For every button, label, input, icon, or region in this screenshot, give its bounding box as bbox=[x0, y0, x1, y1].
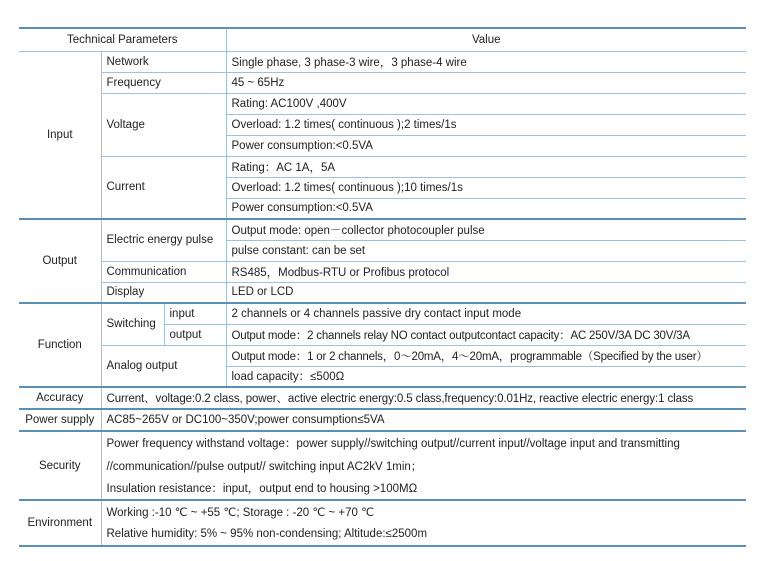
param-network: Network bbox=[101, 51, 226, 72]
value-accuracy: Current、voltage:0.2 class, power、active electric energy:0.5 class,frequency:0.01Hz, reactive electric energy:1 class bbox=[101, 387, 746, 409]
value-current-rating: Rating：AC 1A，5A bbox=[226, 156, 746, 177]
value-security-voltage-cont: //communication//pulse output// switching input AC2kV 1min； bbox=[101, 454, 746, 477]
param-current: Current bbox=[101, 156, 226, 219]
value-security-voltage: Power frequency withstand voltage：power supply//switching output//current input//voltage input and transmitting bbox=[101, 431, 746, 454]
value-current-consumption: Power consumption:<0.5VA bbox=[226, 198, 746, 219]
param-switching-output: output bbox=[164, 324, 226, 345]
value-current-overload: Overload: 1.2 times( continuous );10 times/1s bbox=[226, 177, 746, 198]
value-voltage-consumption: Power consumption:<0.5VA bbox=[226, 135, 746, 156]
table-row bbox=[19, 72, 746, 93]
table-row bbox=[19, 303, 746, 324]
param-voltage: Voltage bbox=[101, 93, 226, 156]
value-analog-mode: Output mode：1 or 2 channels，0～20mA，4～20mA，programmable（Specified by the user） bbox=[226, 345, 746, 366]
spec-table bbox=[19, 27, 746, 547]
section-power-supply: Power supply bbox=[19, 409, 101, 431]
value-switching-input: 2 channels or 4 channels passive dry contact input mode bbox=[226, 303, 746, 324]
section-function: Function bbox=[19, 303, 101, 387]
value-pulse-mode: Output mode: open－collector photocoupler pulse bbox=[226, 219, 746, 240]
param-communication: Communication bbox=[101, 261, 226, 282]
table-row bbox=[19, 282, 746, 303]
table-row bbox=[19, 156, 746, 177]
table-row bbox=[19, 51, 746, 72]
param-energy-pulse: Electric energy pulse bbox=[101, 219, 226, 261]
value-voltage-rating: Rating: AC100V ,400V bbox=[226, 93, 746, 114]
table-row bbox=[19, 387, 746, 409]
value-network: Single phase, 3 phase-3 wire，3 phase-4 wire bbox=[226, 51, 746, 72]
value-display: LED or LCD bbox=[226, 282, 746, 303]
value-analog-load: load capacity：≤500Ω bbox=[226, 366, 746, 387]
param-display: Display bbox=[101, 282, 226, 303]
table-row bbox=[19, 345, 746, 366]
table-row bbox=[19, 261, 746, 282]
section-output: Output bbox=[19, 219, 101, 303]
param-analog-output: Analog output bbox=[101, 345, 226, 387]
header-row bbox=[19, 28, 746, 51]
section-security: Security bbox=[19, 431, 101, 500]
value-switching-output: Output mode：2 channels relay NO contact outputcontact capacity：AC 250V/3A DC 30V/3A bbox=[226, 324, 746, 345]
table-row bbox=[19, 523, 746, 546]
table-row bbox=[19, 219, 746, 240]
table-row bbox=[19, 477, 746, 500]
value-power-supply: AC85~265V or DC100~350V;power consumption≤5VA bbox=[101, 409, 746, 431]
value-environment-temp: Working :-10 ℃ ~ +55 ℃; Storage : -20 ℃ ~ +70 ℃ bbox=[101, 500, 746, 523]
param-frequency: Frequency bbox=[101, 72, 226, 93]
section-environment: Environment bbox=[19, 500, 101, 546]
table-row bbox=[19, 93, 746, 114]
value-voltage-overload: Overload: 1.2 times( continuous );2 times/1s bbox=[226, 114, 746, 135]
table-row bbox=[19, 500, 746, 523]
section-input: Input bbox=[19, 51, 101, 219]
table-row bbox=[19, 431, 746, 454]
section-accuracy: Accuracy bbox=[19, 387, 101, 409]
value-frequency: 45 ~ 65Hz bbox=[226, 72, 746, 93]
value-environment-humidity: Relative humidity: 5% ~ 95% non-condensing; Altitude:≤2500m bbox=[101, 523, 746, 546]
param-switching: Switching bbox=[101, 303, 164, 345]
header-value: Value bbox=[226, 28, 746, 51]
value-pulse-constant: pulse constant: can be set bbox=[226, 240, 746, 261]
table-row bbox=[19, 454, 746, 477]
param-switching-input: input bbox=[164, 303, 226, 324]
table-row bbox=[19, 409, 746, 431]
header-param: Technical Parameters bbox=[19, 28, 226, 51]
value-security-insulation: Insulation resistance：input，output end to housing >100MΩ bbox=[101, 477, 746, 500]
value-communication: RS485，Modbus-RTU or Profibus protocol bbox=[226, 261, 746, 282]
